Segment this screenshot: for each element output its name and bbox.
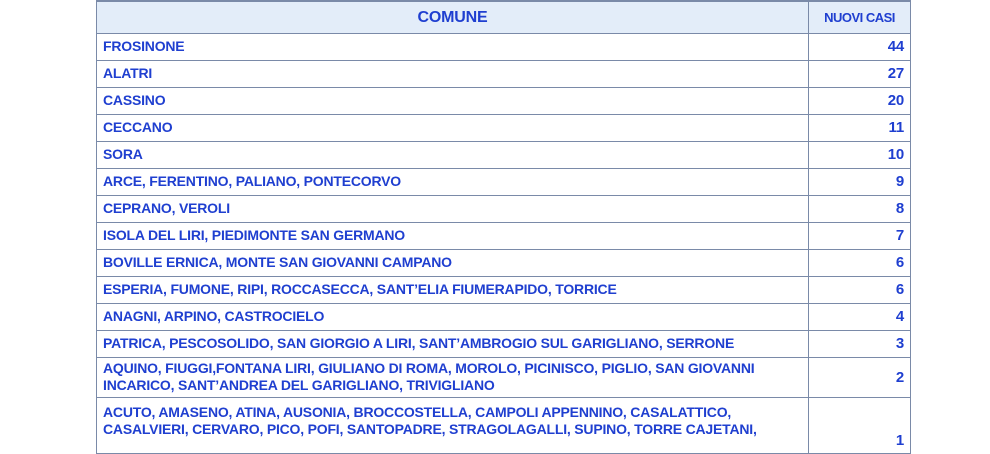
cases-cell: 1 [809,397,911,453]
comune-cell: ANAGNI, ARPINO, CASTROCIELO [97,303,809,330]
table-row [97,195,911,222]
cases-table-container [96,0,910,454]
table-row [97,397,911,453]
table-header-row [97,1,911,33]
comune-cell: CEPRANO, VEROLI [97,195,809,222]
table-row [97,60,911,87]
table-row [97,114,911,141]
table-row [97,141,911,168]
cases-cell: 4 [809,303,911,330]
header-comune: COMUNE [97,1,809,33]
comune-cell: ESPERIA, FUMONE, RIPI, ROCCASECCA, SANT’ELIA FIUMERAPIDO, TORRICE [97,276,809,303]
comune-cell: SORA [97,141,809,168]
comune-cell: AQUINO, FIUGGI,FONTANA LIRI, GIULIANO DI ROMA, MOROLO, PICINISCO, PIGLIO, SAN GIOVANNI INCARICO, SANT’ANDREA DEL GARIGLIANO, TRIVIGLIANO [97,357,809,397]
cases-cell: 6 [809,276,911,303]
cases-cell: 9 [809,168,911,195]
comune-cell: ISOLA DEL LIRI, PIEDIMONTE SAN GERMANO [97,222,809,249]
cases-cell: 20 [809,87,911,114]
table-row [97,168,911,195]
cases-cell: 3 [809,330,911,357]
table-row [97,357,911,397]
cases-cell: 44 [809,33,911,60]
header-nuovi-casi: NUOVI CASI [809,1,911,33]
cases-cell: 27 [809,60,911,87]
comune-cell: FROSINONE [97,33,809,60]
cases-cell: 10 [809,141,911,168]
comune-cell: PATRICA, PESCOSOLIDO, SAN GIORGIO A LIRI, SANT’AMBROGIO SUL GARIGLIANO, SERRONE [97,330,809,357]
cases-cell: 2 [809,357,911,397]
table-row [97,330,911,357]
cases-cell: 7 [809,222,911,249]
cases-cell: 11 [809,114,911,141]
table-row [97,222,911,249]
table-row [97,249,911,276]
comune-cell: ACUTO, AMASENO, ATINA, AUSONIA, BROCCOSTELLA, CAMPOLI APPENNINO, CASALATTICO, CASALVIERI, CERVARO, PICO, POFI, SANTOPADRE, STRAGOLAGALLI, SUPINO, TORRE CAJETANI, [97,397,809,453]
table-row [97,33,911,60]
comune-cell: ARCE, FERENTINO, PALIANO, PONTECORVO [97,168,809,195]
cases-cell: 8 [809,195,911,222]
comune-cell: ALATRI [97,60,809,87]
comune-cell: BOVILLE ERNICA, MONTE SAN GIOVANNI CAMPANO [97,249,809,276]
comune-cell: CECCANO [97,114,809,141]
cases-cell: 6 [809,249,911,276]
cases-by-comune-table [96,0,911,454]
comune-cell: CASSINO [97,87,809,114]
table-row [97,87,911,114]
table-row [97,276,911,303]
table-row [97,303,911,330]
